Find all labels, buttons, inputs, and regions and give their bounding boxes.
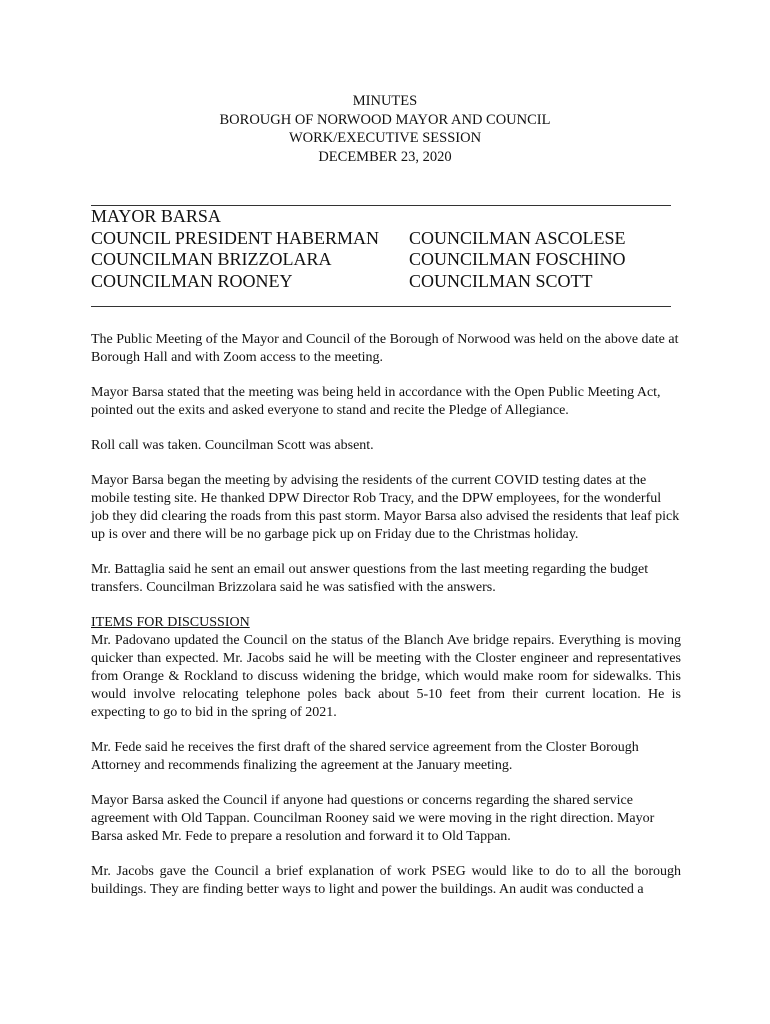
paragraph-bridge-repairs: Mr. Padovano updated the Council on the status of the Blanch Ave bridge repairs. Everything is moving quicker than expected. Mr. Jacobs said he will be meeting with the Closter engineer and representatives from Orange & Rockland to discuss widening the bridge, which would make room for sidewalks. This would involve relocating telephone poles back about 5-10 feet from their current location. He is expecting to go to bid in the spring of 2021. bbox=[91, 633, 681, 720]
paragraph-shared-service-old-tappan: Mayor Barsa asked the Council if anyone had questions or concerns regarding the shared service agreement with Old Tappan. Councilman Rooney said we were moving in the right direction. Mayor Barsa asked Mr. Fede to prepare a resolution and forward it to Old Tappan. bbox=[91, 793, 655, 844]
attendee-name: COUNCILMAN SCOTT bbox=[409, 270, 593, 291]
attendee-name: MAYOR BARSA bbox=[91, 206, 221, 226]
attendee-row bbox=[91, 249, 681, 271]
paragraph-mayor-remarks: Mayor Barsa began the meeting by advising the residents of the current COVID testing dates at the mobile testing site. He thanked DPW Director Rob Tracy, and the DPW employees, for the wonderful job they did clearing the roads from this past storm. Mayor Barsa also advised the residents that leaf pick up is over and there will be no garbage pick up on Friday due to the Christmas holiday. bbox=[91, 473, 680, 542]
paragraph-roll-call: Roll call was taken. Councilman Scott was absent. bbox=[91, 438, 374, 453]
attendee-list bbox=[91, 206, 681, 292]
header-title: MINUTES bbox=[352, 93, 418, 109]
paragraph-shared-service-closter: Mr. Fede said he receives the first draft of the shared service agreement from the Closter Borough Attorney and recommends finalizing the agreement at the January meeting. bbox=[91, 740, 639, 773]
attendee-name: COUNCILMAN ASCOLESE bbox=[409, 227, 626, 248]
header-session: WORK/EXECUTIVE SESSION bbox=[288, 130, 482, 146]
attendee-row bbox=[91, 206, 681, 228]
paragraph-pseg-work: Mr. Jacobs gave the Council a brief explanation of work PSEG would like to do to all the borough buildings. They are finding better ways to light and power the buildings. An audit was conducted a bbox=[91, 864, 681, 897]
section-heading-items-for-discussion: ITEMS FOR DISCUSSION bbox=[91, 615, 250, 630]
attendee-name: COUNCILMAN ROONEY bbox=[91, 270, 293, 291]
attendee-name: COUNCILMAN FOSCHINO bbox=[409, 249, 626, 269]
document-header bbox=[0, 92, 770, 166]
header-date: DECEMBER 23, 2020 bbox=[318, 148, 452, 165]
attendee-row bbox=[91, 228, 681, 250]
attendee-name: COUNCIL PRESIDENT HABERMAN bbox=[91, 227, 380, 248]
bottom-divider bbox=[91, 306, 671, 307]
attendee-row bbox=[91, 271, 681, 293]
paragraph-budget-transfers: Mr. Battaglia said he sent an email out answer questions from the last meeting regarding the budget transfers. Councilman Brizzolara said he was satisfied with the answers. bbox=[91, 562, 649, 595]
paragraph-open-public-meeting-act: Mayor Barsa stated that the meeting was being held in accordance with the Open Public Meeting Act, pointed out the exits and asked everyone to stand and recite the Pledge of Allegiance. bbox=[91, 385, 661, 418]
attendee-name: COUNCILMAN BRIZZOLARA bbox=[91, 249, 332, 269]
attendee-name bbox=[409, 206, 681, 228]
minutes-body bbox=[91, 331, 681, 916]
paragraph-meeting-opening: The Public Meeting of the Mayor and Council of the Borough of Norwood was held on the above date at Borough Hall and with Zoom access to the meeting. bbox=[91, 332, 679, 365]
header-organization: BOROUGH OF NORWOOD MAYOR AND COUNCIL bbox=[219, 111, 551, 128]
